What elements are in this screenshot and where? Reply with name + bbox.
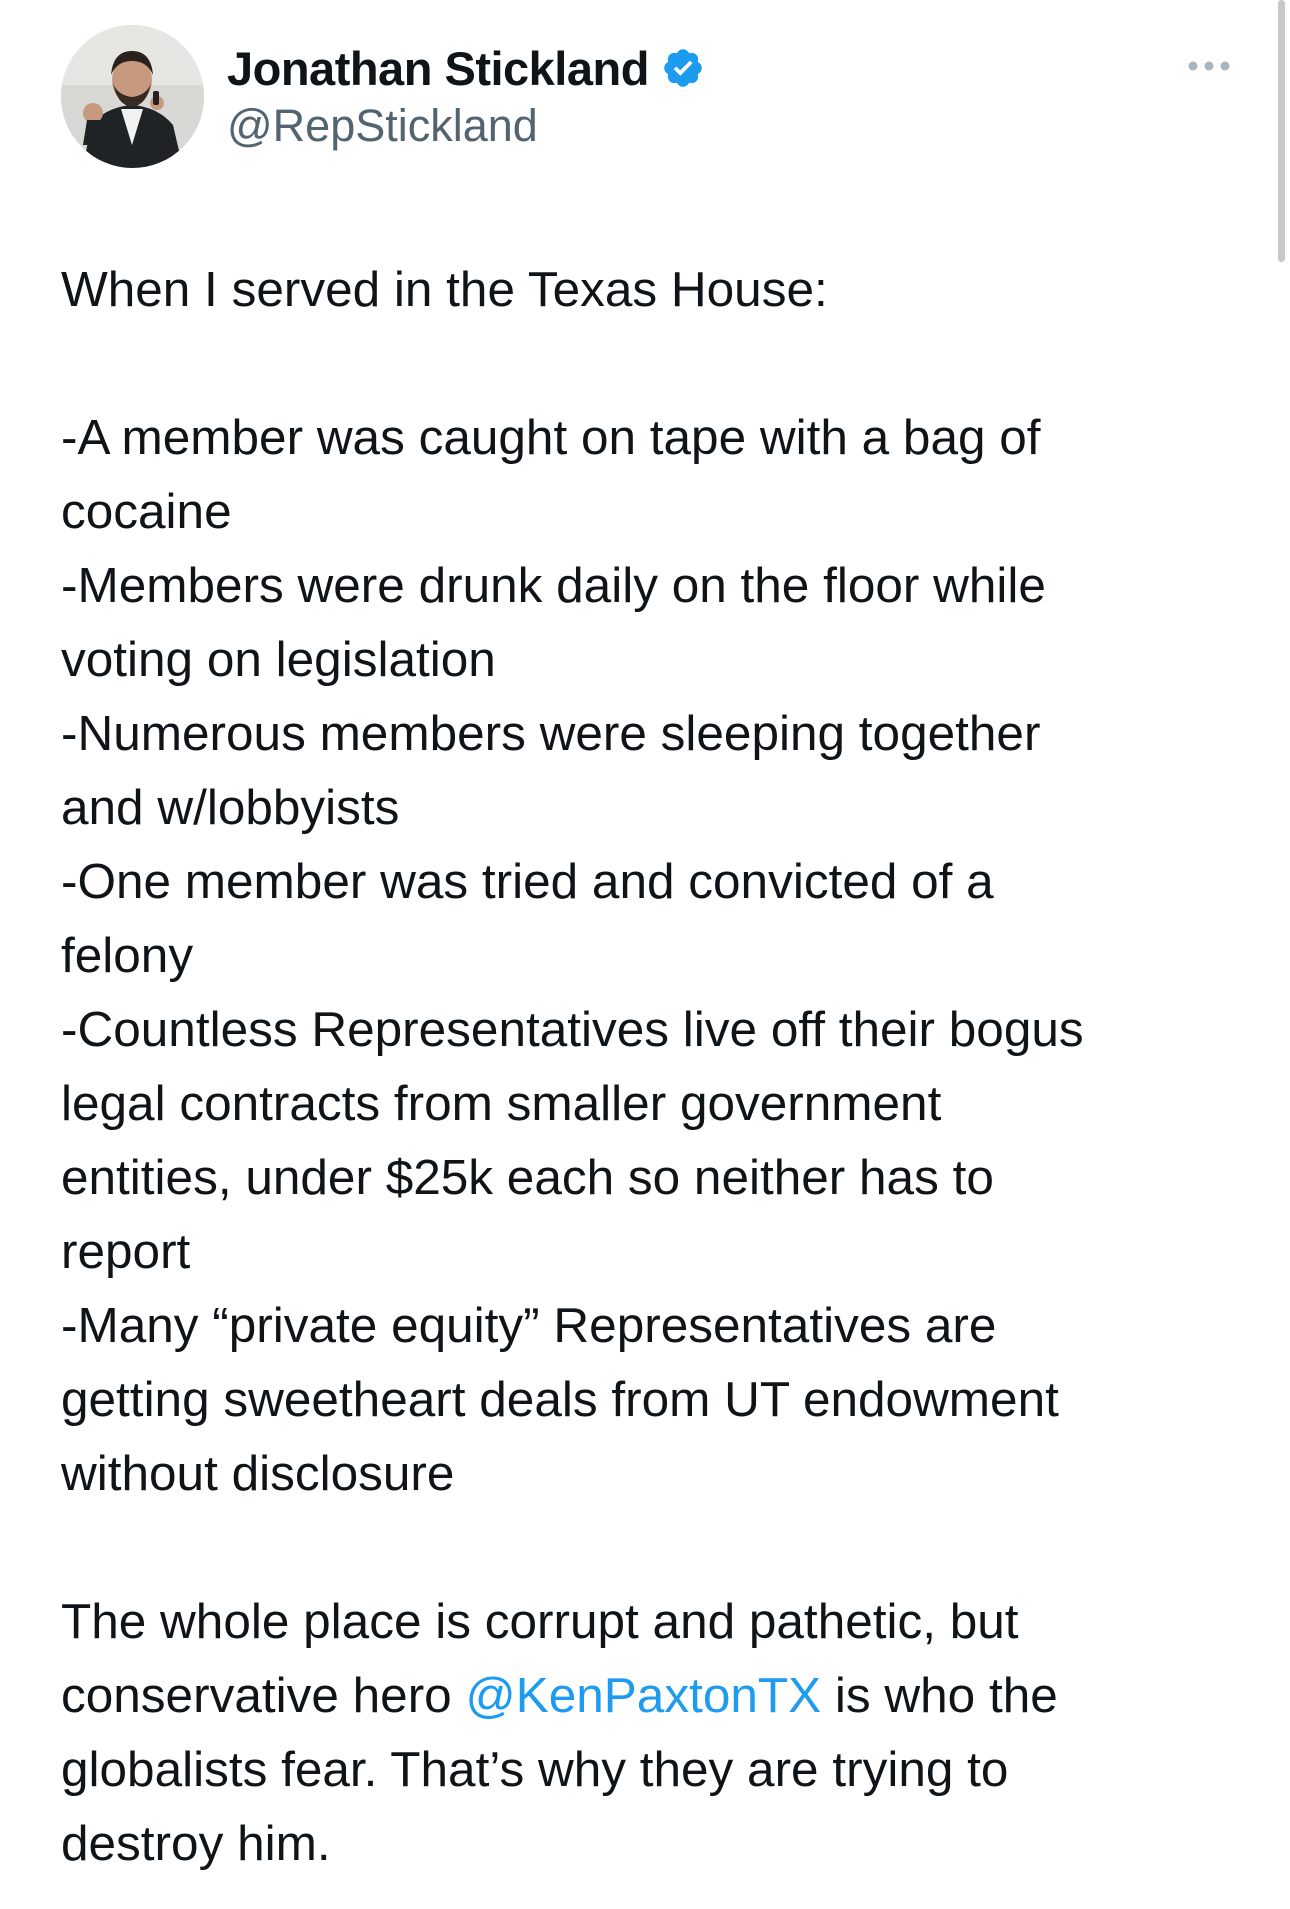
- tweet-line: entities, under $25k each so neither has to: [61, 1150, 994, 1205]
- closing-text-before-mention: conservative hero: [61, 1668, 466, 1723]
- display-name-row: [227, 40, 705, 96]
- tweet-line: -A member was caught on tape with a bag of: [61, 410, 1041, 465]
- mention-link[interactable]: @KenPaxtonTX: [465, 1668, 822, 1723]
- tweet-header: [0, 0, 1290, 200]
- tweet-line: legal contracts from smaller government: [61, 1076, 942, 1131]
- tweet-line: cocaine: [61, 484, 232, 539]
- avatar-image: [61, 25, 204, 168]
- closing-text-after-mention: is who the: [821, 1668, 1058, 1723]
- tweet-line: -Numerous members were sleeping together: [61, 706, 1041, 761]
- verified-badge-icon: [661, 46, 705, 90]
- tweet-closing-line-with-mention: [61, 1659, 1246, 1733]
- avatar[interactable]: [61, 25, 204, 168]
- tweet-line: -Countless Representatives live off their bogus: [61, 1002, 1084, 1057]
- tweet-line: without disclosure: [61, 1446, 455, 1501]
- display-name[interactable]: Jonathan Stickland: [227, 41, 649, 95]
- tweet-line: -One member was tried and convicted of a: [61, 854, 994, 909]
- tweet-closing-line: The whole place is corrupt and pathetic, but: [61, 1594, 1019, 1649]
- tweet-line: and w/lobbyists: [61, 780, 400, 835]
- scrollbar[interactable]: [1278, 0, 1285, 262]
- more-horizontal-icon[interactable]: [1185, 56, 1233, 76]
- tweet-closing-line: globalists fear. That’s why they are trying to: [61, 1742, 1009, 1797]
- tweet-line: getting sweetheart deals from UT endowment: [61, 1372, 1059, 1427]
- tweet-line: report: [61, 1224, 191, 1279]
- tweet-line: -Members were drunk daily on the floor while: [61, 558, 1046, 613]
- paragraph-gap: [61, 327, 1246, 401]
- tweet-text: [61, 253, 1246, 1881]
- tweet-intro: When I served in the Texas House:: [61, 262, 828, 317]
- paragraph-gap: [61, 1511, 1246, 1585]
- tweet-line: voting on legislation: [61, 632, 496, 687]
- tweet-line: -Many “private equity” Representatives are: [61, 1298, 997, 1353]
- author-handle[interactable]: @RepStickland: [227, 100, 538, 151]
- tweet-closing-line: destroy him.: [61, 1816, 331, 1871]
- tweet-line: felony: [61, 928, 194, 983]
